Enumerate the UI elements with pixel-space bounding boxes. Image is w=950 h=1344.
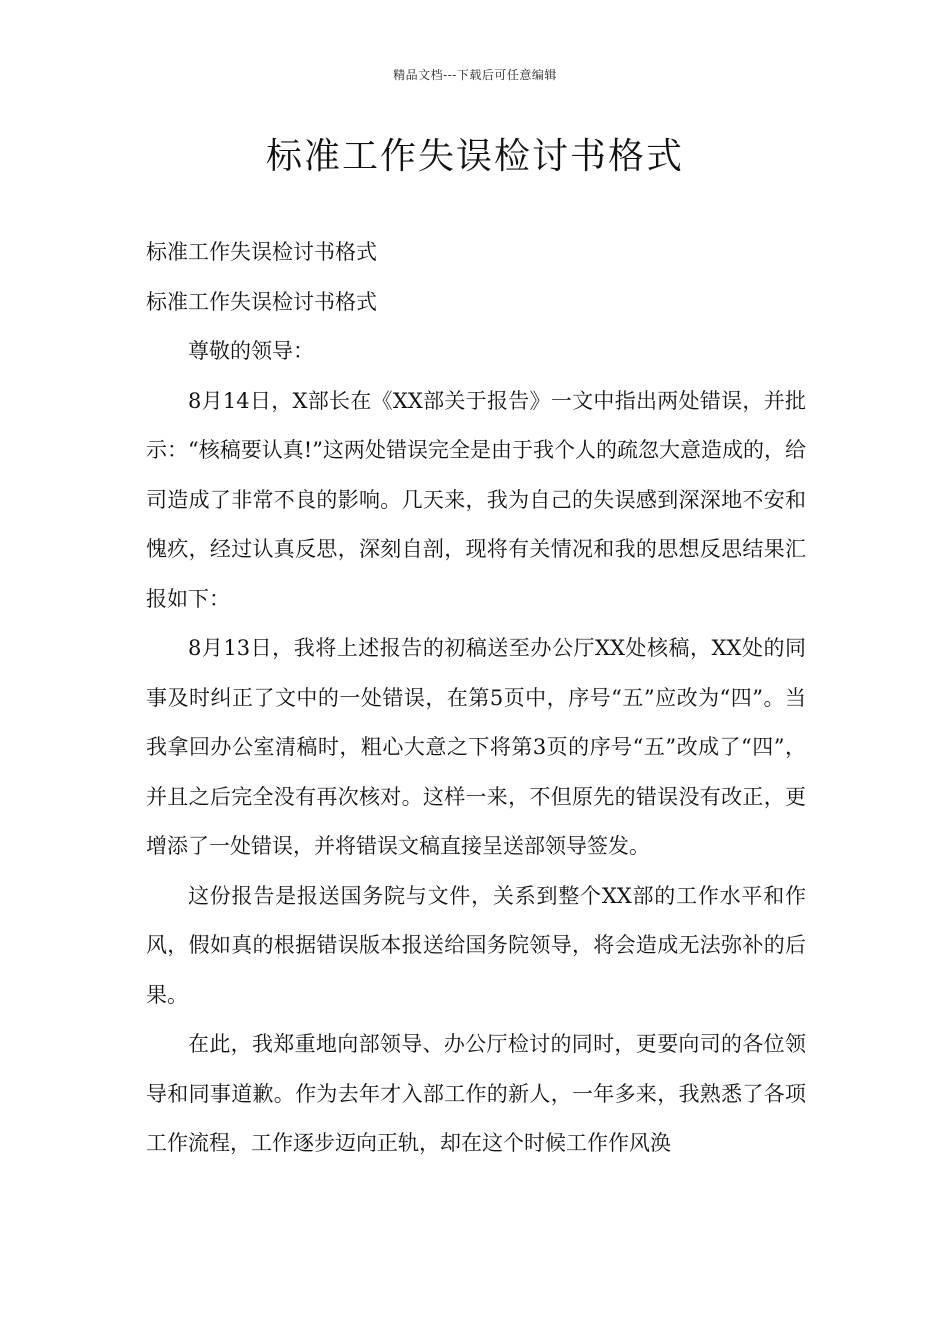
body-paragraph: 8月13日，我将上述报告的初稿送至办公厅XX处核稿，XX处的同事及时纠正了文中的一处错误，在第5页中，序号“五”应改为“四”。当我拿回办公室清稿时，粗心大意之下将第3页的序号“五”改成了“四”，并且之后完全没有再次核对。这样一来，不但原先的错误没有改正，更增添了一处错误，并将错误文稿直接呈送部领导签发。 bbox=[146, 636, 806, 858]
body-paragraph: 在此，我郑重地向部领导、办公厅检讨的同时，更要向司的各位领导和同事道歉。作为去年才入部工作的新人，一年多来，我熟悉了各项工作流程，工作逐步迈向正轨，却在这个时候工作作风涣 bbox=[146, 1032, 806, 1155]
header-note: 精品文档---下载后可任意编辑 bbox=[393, 68, 557, 82]
body-paragraph: 这份报告是报送国务院与文件，关系到整个XX部的工作水平和作风，假如真的根据错误版本报送给国务院领导，将会造成无法弥补的后果。 bbox=[146, 883, 806, 1007]
body-paragraph: 标准工作失误检讨书格式 bbox=[146, 240, 377, 264]
body-paragraph: 8月14日，X部长在《XX部关于报告》一文中指出两处错误，并批示：“核稿要认真!”这两处错误完全是由于我个人的疏忽大意造成的，给司造成了非常不良的影响。几天来，我为自己的失误感到深深地不安和愧疚，经过认真反思，深刻自剖，现将有关情况和我的思想反思结果汇报如下： bbox=[146, 388, 806, 611]
document-body bbox=[146, 228, 806, 1169]
salutation: 尊敬的领导： bbox=[188, 339, 314, 363]
body-paragraph: 标准工作失误检讨书格式 bbox=[146, 289, 377, 314]
document-title: 标准工作失误检讨书格式 bbox=[265, 136, 684, 177]
